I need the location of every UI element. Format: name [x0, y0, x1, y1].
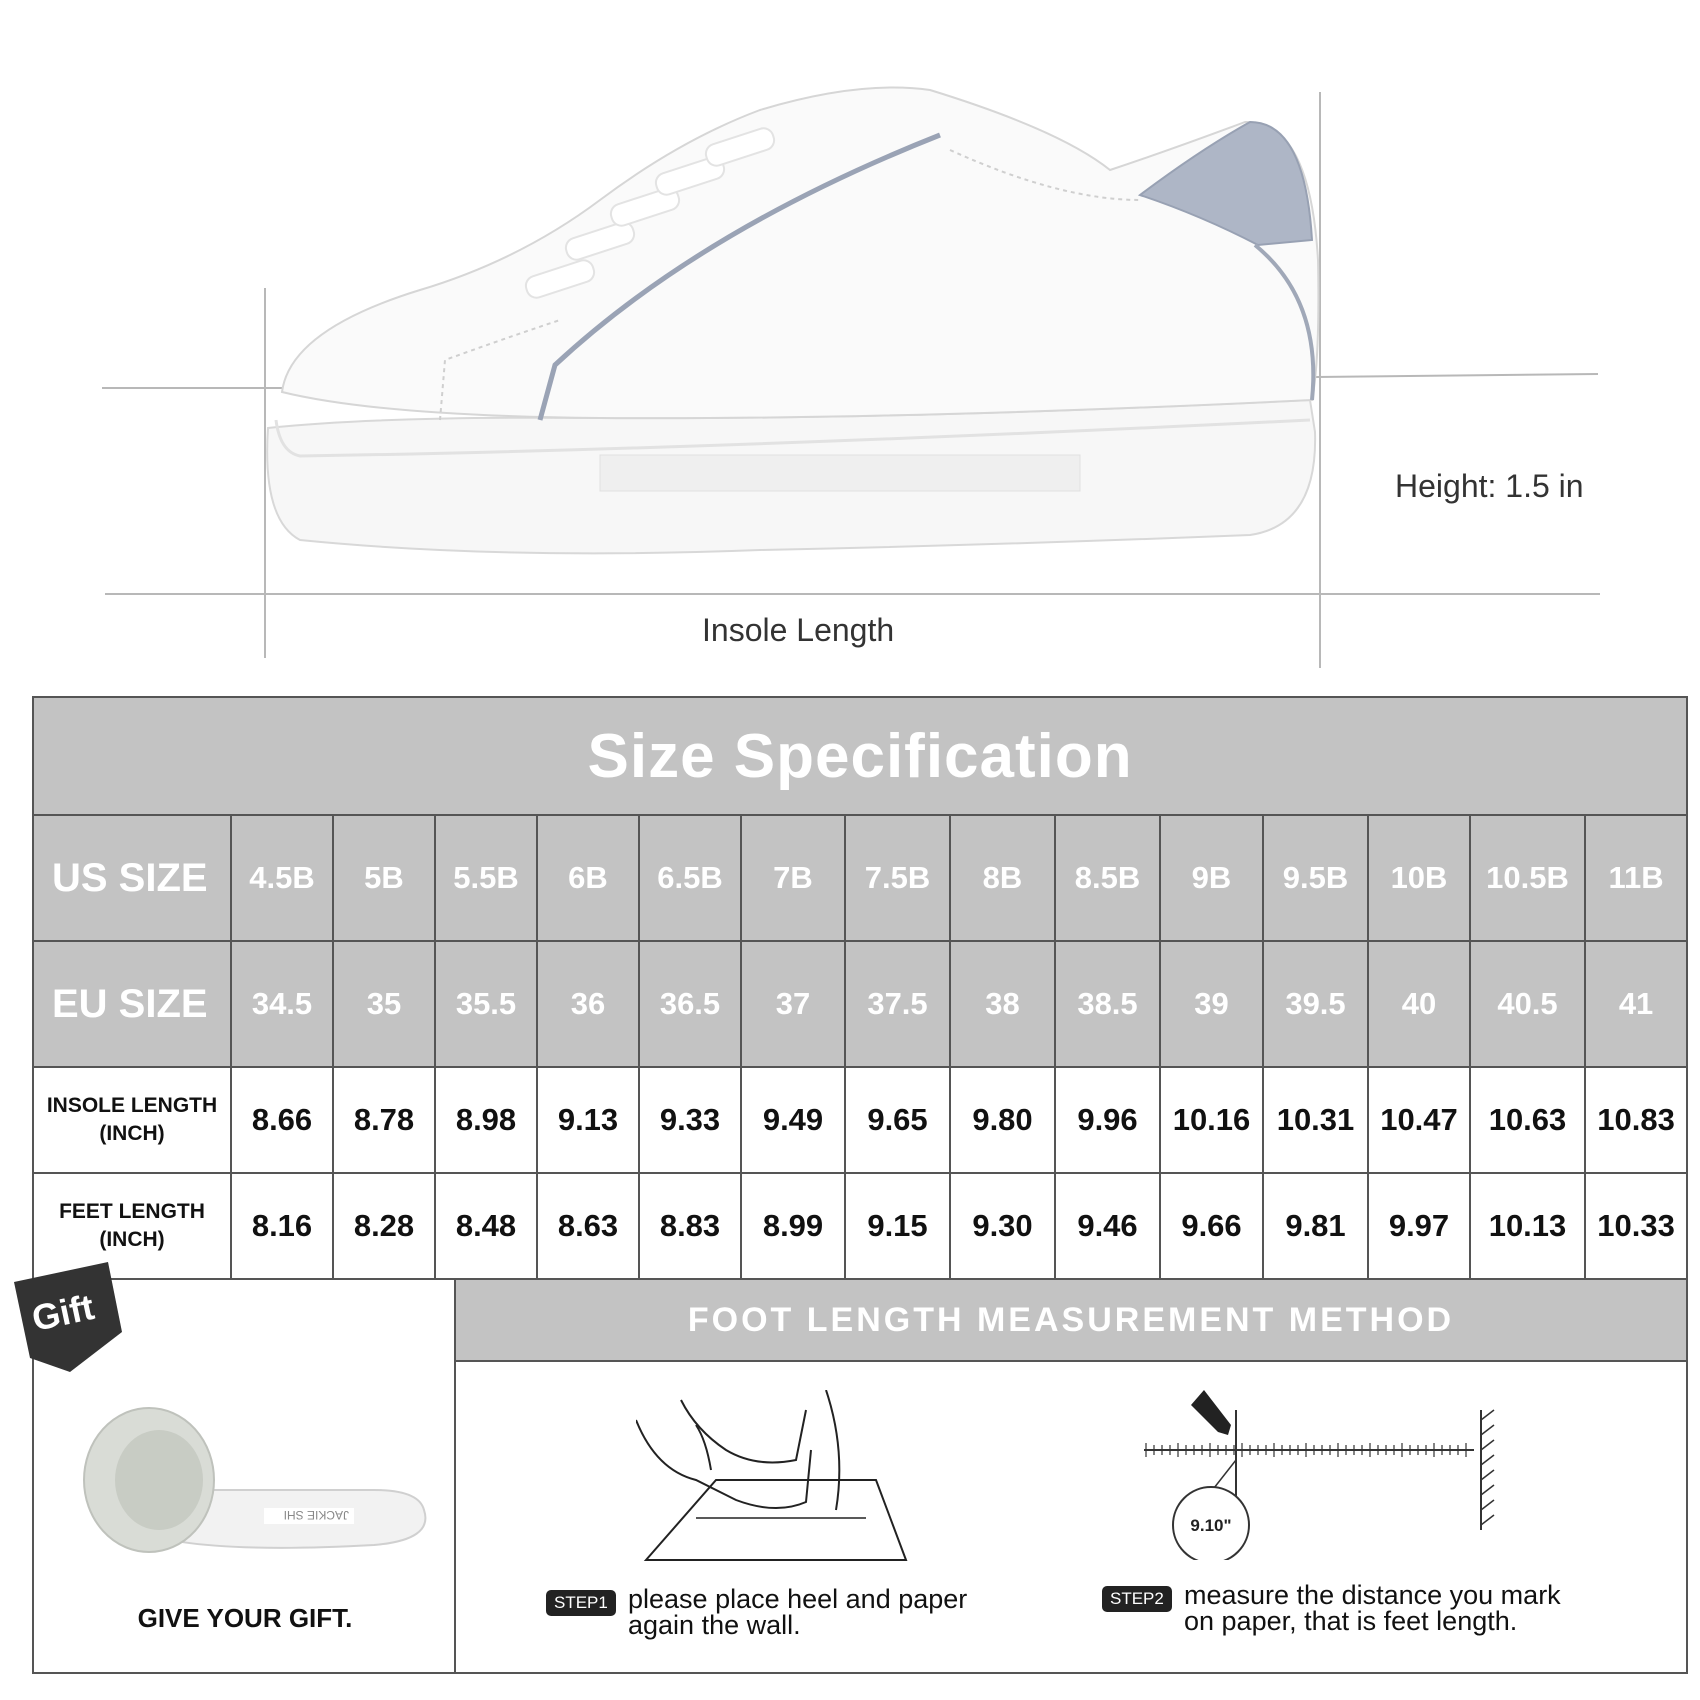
shoe-figure: [0, 0, 1700, 680]
gift-badge: [10, 1262, 124, 1380]
insole-length-cell: 10.16: [1160, 1067, 1263, 1173]
eu-size-cell: 36.5: [639, 941, 741, 1067]
insole-length-row: [33, 1067, 1687, 1173]
insole-length-label: Insole Length: [702, 612, 895, 648]
insole-length-cell: 10.31: [1263, 1067, 1368, 1173]
eu-size-cell: 40: [1368, 941, 1470, 1067]
eu-size-cell: 36: [537, 941, 639, 1067]
us-size-cell: 4.5B: [231, 815, 333, 941]
eu-size-cell: 37: [741, 941, 845, 1067]
table-title: Size Specification: [33, 697, 1687, 815]
feet-length-header-line2: (INCH): [99, 1228, 165, 1251]
step1-text-line2: again the wall.: [628, 1610, 801, 1640]
insole-length-cell: 9.96: [1055, 1067, 1160, 1173]
size-table: [32, 696, 1688, 1280]
step2-text-line2: on paper, that is feet length.: [1184, 1606, 1518, 1636]
us-size-cell: 5B: [333, 815, 435, 941]
insole-length-cell: 8.66: [231, 1067, 333, 1173]
insole-length-header-line1: INSOLE LENGTH: [46, 1094, 218, 1117]
feet-length-cell: 9.97: [1368, 1173, 1470, 1279]
us-size-cell: 6B: [537, 815, 639, 941]
insole-length-cell: 9.13: [537, 1067, 639, 1173]
gift-badge-text: Gift: [28, 1286, 98, 1340]
step2-text-line1: measure the distance you mark: [1184, 1580, 1561, 1610]
method-title: FOOT LENGTH MEASUREMENT METHOD: [456, 1280, 1686, 1362]
eu-size-cell: 40.5: [1470, 941, 1585, 1067]
insole-length-header-line2: (INCH): [99, 1122, 165, 1145]
insole-length-cell: 8.78: [333, 1067, 435, 1173]
insole-length-cell: 9.49: [741, 1067, 845, 1173]
eu-size-cell: 38: [950, 941, 1055, 1067]
measurement-method-panel: [454, 1280, 1688, 1674]
eu-size-cell: 34.5: [231, 941, 333, 1067]
us-size-cell: 8B: [950, 815, 1055, 941]
step1-badge: STEP1: [546, 1590, 616, 1616]
insole-image: [74, 1380, 434, 1580]
feet-length-header-line1: FEET LENGTH: [59, 1200, 205, 1223]
insole-length-header: [33, 1067, 231, 1173]
feet-length-cell: 9.66: [1160, 1173, 1263, 1279]
us-size-cell: 5.5B: [435, 815, 537, 941]
insole-brand-text: JACKIE SHI: [283, 1508, 349, 1522]
feet-length-cell: 8.83: [639, 1173, 741, 1279]
feet-length-cell: 8.63: [537, 1173, 639, 1279]
us-size-cell: 11B: [1585, 815, 1687, 941]
us-size-cell: 7.5B: [845, 815, 950, 941]
feet-length-cell: 10.33: [1585, 1173, 1687, 1279]
insole-length-cell: 8.98: [435, 1067, 537, 1173]
us-size-cell: 9B: [1160, 815, 1263, 941]
eu-size-cell: 35: [333, 941, 435, 1067]
eu-size-cell: 38.5: [1055, 941, 1160, 1067]
insole-length-cell: 9.80: [950, 1067, 1055, 1173]
shoe-illustration: [0, 0, 1700, 680]
eu-size-cell: 35.5: [435, 941, 537, 1067]
us-size-cell: 9.5B: [1263, 815, 1368, 941]
insole-length-cell: 9.65: [845, 1067, 950, 1173]
step1-text-line1: please place heel and paper: [628, 1584, 968, 1614]
step1-text: [628, 1586, 967, 1638]
feet-length-cell: 8.48: [435, 1173, 537, 1279]
step1-illustration: [636, 1390, 936, 1570]
insole-length-cell: 9.33: [639, 1067, 741, 1173]
eu-size-row: [33, 941, 1687, 1067]
eu-size-cell: 39: [1160, 941, 1263, 1067]
feet-length-cell: 8.99: [741, 1173, 845, 1279]
eu-size-cell: 41: [1585, 941, 1687, 1067]
insole-length-cell: 10.63: [1470, 1067, 1585, 1173]
us-size-row: [33, 815, 1687, 941]
us-size-cell: 6.5B: [639, 815, 741, 941]
feet-length-row: [33, 1173, 1687, 1279]
feet-length-cell: 8.16: [231, 1173, 333, 1279]
us-size-cell: 10.5B: [1470, 815, 1585, 941]
step2-illustration: [1136, 1380, 1516, 1560]
feet-length-cell: 9.15: [845, 1173, 950, 1279]
eu-size-label: EU SIZE: [33, 941, 231, 1067]
feet-length-cell: 10.13: [1470, 1173, 1585, 1279]
gift-caption: GIVE YOUR GIFT.: [137, 1603, 353, 1633]
feet-length-cell: 9.81: [1263, 1173, 1368, 1279]
eu-size-cell: 37.5: [845, 941, 950, 1067]
insole-length-cell: 10.47: [1368, 1067, 1470, 1173]
ruler-reading: 9.10": [1190, 1516, 1232, 1535]
step2-text: [1184, 1582, 1561, 1634]
us-size-cell: 10B: [1368, 815, 1470, 941]
insole-length-cell: 10.83: [1585, 1067, 1687, 1173]
feet-length-cell: 9.30: [950, 1173, 1055, 1279]
step2-badge: STEP2: [1102, 1586, 1172, 1612]
feet-length-cell: 9.46: [1055, 1173, 1160, 1279]
us-size-cell: 7B: [741, 815, 845, 941]
us-size-label: US SIZE: [33, 815, 231, 941]
feet-length-cell: 8.28: [333, 1173, 435, 1279]
height-label: Height: 1.5 in: [1395, 468, 1584, 504]
us-size-cell: 8.5B: [1055, 815, 1160, 941]
eu-size-cell: 39.5: [1263, 941, 1368, 1067]
